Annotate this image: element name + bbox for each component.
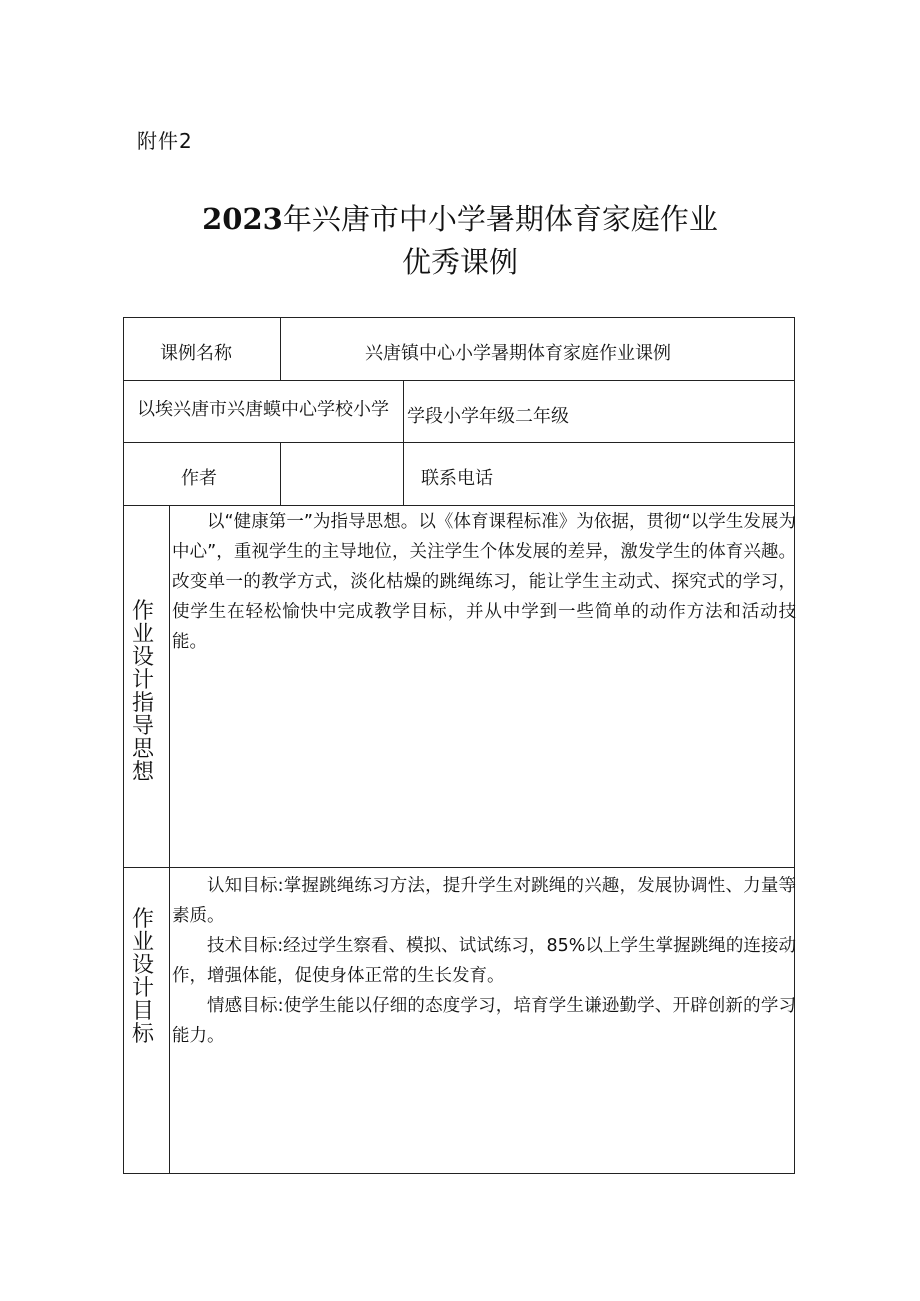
row-divider bbox=[123, 442, 795, 443]
row-divider bbox=[123, 867, 795, 868]
goal-cognitive: 认知目标:掌握跳绳练习方法，提升学生对跳绳的兴趣，发展协调性、力量等素质。 bbox=[172, 876, 796, 926]
guide-paragraph: 以“健康第一”为指导思想。以《体育课程标准》为依据，贯彻“以学生发展为中心”，重视学生的主导地位，关注学生个体发展的差异，激发学生的体育兴趣。改变单一的教学方式，淡化枯燥的跳绳练习，能让学生主动式、探究式的学习，使学生在轻松愉快中完成教学目标，并从中学到一些简单的动作方法和活动技能。 bbox=[172, 512, 796, 652]
guide-text bbox=[172, 507, 796, 657]
phone-label: 联系电话 bbox=[421, 468, 493, 489]
document-title bbox=[0, 199, 920, 239]
col-divider bbox=[280, 442, 281, 505]
document-subtitle: 优秀课例 bbox=[401, 245, 518, 279]
title-text: 年兴唐市中小学暑期体育家庭作业 bbox=[282, 202, 718, 236]
title-year: 2023 bbox=[202, 202, 283, 236]
goals-text bbox=[172, 871, 796, 1051]
case-name-value: 兴唐镇中心小学暑期体育家庭作业课例 bbox=[365, 343, 671, 364]
goal-emotion: 情感目标:使学生能以仔细的态度学习，培育学生谦逊勤学、开辟创新的学习能力。 bbox=[172, 996, 796, 1046]
attachment-label: 附件2 bbox=[137, 129, 193, 153]
goal-label: 作业设计目标 bbox=[131, 907, 154, 1047]
school-name: 以埃兴唐市兴唐蟆中心学校小学 bbox=[137, 400, 389, 419]
stage-label: 学段 bbox=[407, 406, 443, 427]
col-divider bbox=[403, 380, 404, 442]
case-name-label: 课例名称 bbox=[160, 343, 232, 364]
stage-field bbox=[407, 402, 569, 428]
col-divider bbox=[403, 442, 404, 505]
guide-label: 作业设计指导思想 bbox=[131, 599, 154, 785]
col-divider bbox=[280, 317, 281, 380]
stage-value: 小学年级二年级 bbox=[443, 406, 569, 427]
goal-technique: 技术目标:经过学生察看、模拟、试试练习，85%以上学生掌握跳绳的连接动作，增强体能，促使身体正常的生长发育。 bbox=[172, 936, 796, 986]
row-divider bbox=[123, 380, 795, 381]
author-label: 作者 bbox=[181, 468, 217, 489]
row-divider bbox=[123, 505, 795, 506]
col-divider bbox=[169, 505, 170, 1174]
